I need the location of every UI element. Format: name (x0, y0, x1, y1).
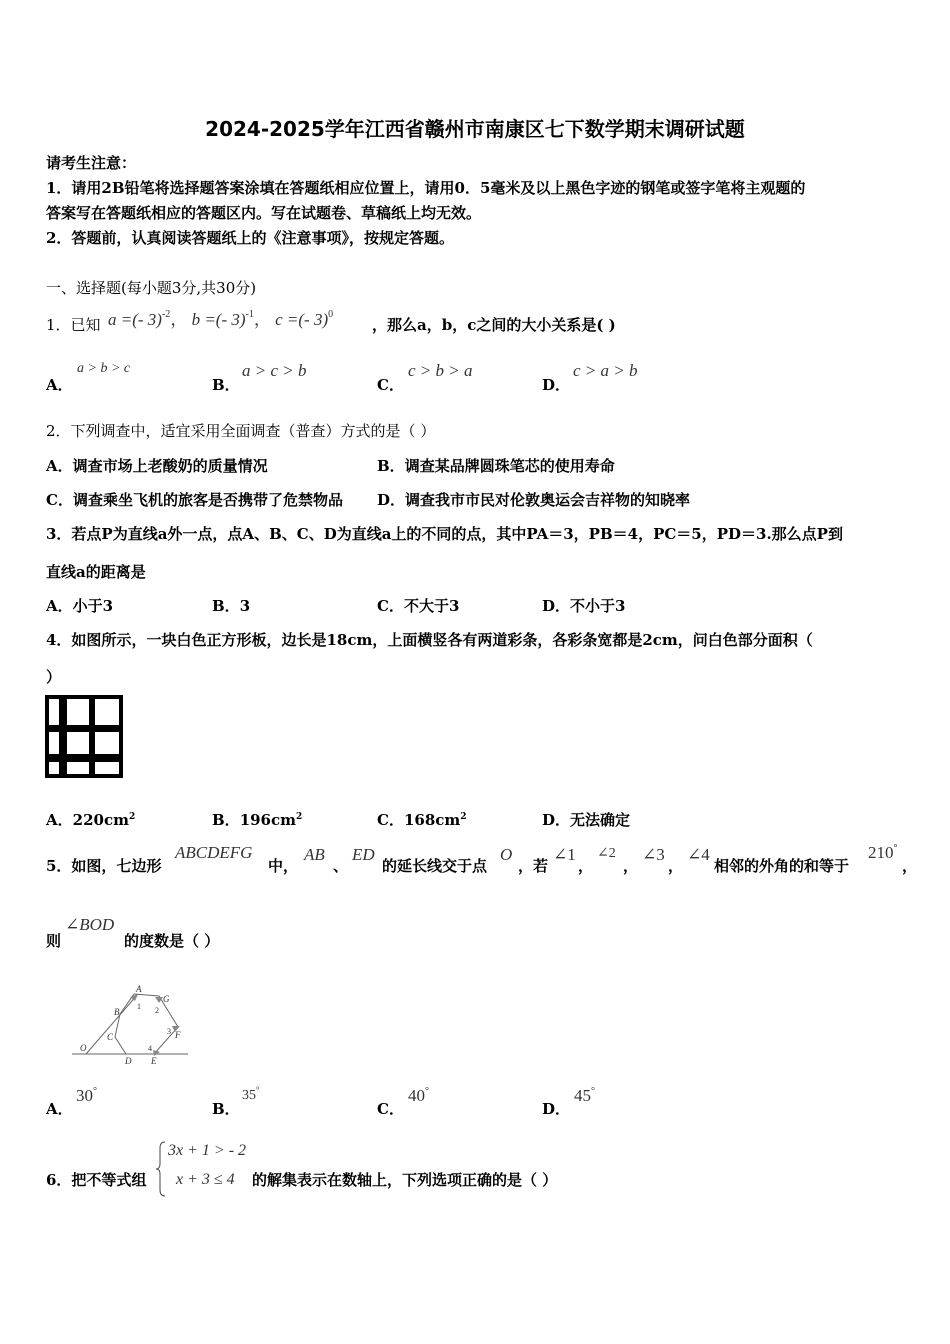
q5-label-e: E (151, 1056, 157, 1066)
q3-option-d[interactable] (542, 595, 625, 616)
q5-line2b: 的度数是（ ） (124, 932, 220, 950)
q1-tail: ，那么a，b，c之间的大小关系是( ) (372, 316, 616, 334)
q5-label-o: O (80, 1043, 87, 1053)
q1-option-c-label[interactable]: C． (377, 376, 404, 394)
q5-option-c (408, 1086, 429, 1106)
q3-option-c[interactable] (377, 595, 459, 616)
q2-option-b[interactable] (377, 455, 615, 476)
q5-option-b-deg: ° (256, 1085, 260, 1095)
q5-ed: ED (352, 845, 375, 864)
q5-angle1: ∠1 (553, 845, 576, 864)
q5-p5: 相邻的外角的和等于 (714, 857, 850, 875)
notice-line1b: 答案写在答题纸相应的答题区内。写在试题卷、草稿纸上均无效。 (46, 204, 482, 222)
q5-option-c-label[interactable]: C． (377, 1100, 404, 1118)
q4-option-a-label: A． (46, 811, 73, 829)
q5-label-2: 2 (155, 1006, 159, 1015)
q5-option-d (574, 1086, 595, 1106)
q4-horizontal-strip-2 (45, 754, 123, 762)
q4-option-b-sup: 2 (296, 812, 303, 822)
q2-option-d-text: 调查我市市民对伦敦奥运会吉祥物的知晓率 (405, 491, 691, 509)
q5-sep: 、 (333, 857, 349, 875)
q2-option-c[interactable] (46, 489, 343, 510)
q5-angle3: ∠3 (642, 845, 665, 864)
q4-horizontal-strip-1 (45, 725, 123, 732)
q5-sum (868, 843, 898, 863)
q5-option-a-label[interactable]: A． (46, 1100, 73, 1118)
q5-extension-line (86, 994, 138, 1054)
q2-option-d[interactable] (377, 489, 690, 510)
q5-shape: ABCDEFG (175, 843, 253, 862)
q5-label-c: C (107, 1032, 114, 1042)
q5-comma3: ， (668, 857, 684, 875)
q1-b: b =(- 3) (191, 310, 246, 329)
q4-option-b-text: 196cm (239, 811, 297, 829)
q6-p2: 的解集表示在数轴上，下列选项正确的是（ ） (252, 1171, 558, 1189)
q5-option-d-deg: ° (591, 1086, 595, 1097)
q2-option-a-label: A． (46, 457, 73, 475)
q4-option-c-text: 168cm (403, 811, 461, 829)
q5-figure-heptagon (68, 980, 192, 1070)
q5-option-a-deg: ° (93, 1086, 97, 1097)
q2-option-d-label: D． (377, 491, 406, 509)
q5-label-d: D (125, 1056, 132, 1066)
q5-option-b-label[interactable]: B． (212, 1100, 240, 1118)
q3-line2: 直线a的距离是 (46, 563, 146, 581)
q2-option-c-label: C． (46, 491, 73, 509)
q5-angle-mark-1 (130, 994, 138, 1001)
q3-option-b-label: B． (212, 597, 240, 615)
q4-vertical-strip-2 (89, 695, 95, 778)
q3-option-a-label: A． (46, 597, 73, 615)
q3-line1: 3．若点P为直线a外一点，点A、B、C、D为直线a上的不同的点，其中PA＝3，PB＝4，PC＝5，PD＝3.那么点P到 (46, 525, 843, 543)
q4-option-d-text: 无法确定 (570, 811, 631, 829)
q5-p1: 5．如图，七边形 (46, 857, 162, 875)
q1-option-a: a > b > c (77, 361, 131, 376)
q1-option-a-label[interactable]: A． (46, 376, 73, 394)
q4-option-c-sup: 2 (460, 812, 467, 822)
q4-option-d-label: D． (542, 811, 571, 829)
q5-label-f: F (175, 1030, 181, 1040)
q1-a: a =(- 3) (108, 310, 162, 329)
q6-inequality-2: x + 3 ≤ 4 (176, 1171, 235, 1188)
q4-option-d[interactable] (542, 809, 630, 830)
q5-option-a-value: 30 (76, 1086, 93, 1105)
q4-vertical-strip-1 (59, 695, 67, 778)
q5-label-b: B (114, 1007, 120, 1017)
q4-option-c-label: C． (377, 811, 404, 829)
q5-label-3: 3 (167, 1027, 171, 1036)
q1-option-b-label[interactable]: B． (212, 376, 240, 394)
q5-p3: 的延长线交于点 (382, 857, 488, 875)
q5-option-d-value: 45 (574, 1086, 591, 1105)
q5-label-a: A (136, 984, 142, 994)
q4-option-a-sup: 2 (128, 812, 136, 822)
q5-option-c-value: 40 (408, 1086, 425, 1105)
q2-option-a[interactable] (46, 455, 268, 476)
q3-option-b-text: 3 (239, 597, 251, 615)
q5-bod: ∠BOD (65, 915, 115, 934)
section-heading: 一、选择题(每小题3分,共30分) (46, 279, 257, 297)
q3-option-b[interactable] (212, 595, 250, 616)
q5-option-c-deg: ° (425, 1086, 429, 1097)
q4-line2: ） (46, 668, 62, 686)
q5-label-4: 4 (148, 1044, 152, 1053)
q5-p2: 中， (268, 857, 299, 875)
q2-option-b-text: 调查某品牌圆珠笔芯的使用寿命 (404, 457, 615, 475)
q4-option-b[interactable] (212, 809, 302, 830)
q1-expression: a =(- 3)$^{-2}$， b =(- 3)$^{-1}$， c =(- 3)$^0$ (108, 309, 334, 329)
q5-option-d-label[interactable]: D． (542, 1100, 571, 1118)
q6-inequality-1: 3x + 1 > - 2 (168, 1142, 247, 1159)
q4-option-c[interactable] (377, 809, 467, 830)
q2-option-b-label: B． (377, 457, 405, 475)
q3-option-a[interactable] (46, 595, 113, 616)
q6-brace-icon (155, 1140, 167, 1198)
q5-option-a (76, 1086, 97, 1106)
q1-c-exp: 0 (328, 309, 334, 320)
q5-option-b (242, 1085, 260, 1104)
q5-p6: ， (902, 857, 918, 875)
q5-angle2: ∠2 (597, 846, 616, 861)
q1-a-exp: -2 (161, 309, 171, 320)
q4-figure-square (45, 695, 123, 778)
q5-option-b-value: 35 (242, 1088, 256, 1103)
q3-option-c-label: C． (377, 597, 404, 615)
q4-option-b-label: B． (212, 811, 240, 829)
q4-option-a-text: 220cm (72, 811, 129, 829)
q2-text: 2．下列调查中，适宜采用全面调查（普查）方式的是（ ） (46, 422, 436, 440)
q1-option-c: c > b > a (408, 361, 473, 380)
q2-option-c-text: 调查乘坐飞机的旅客是否携带了危禁物品 (72, 491, 343, 509)
q5-line2a: 则 (46, 932, 62, 950)
q2-option-a-text: 调查市场上老酸奶的质量情况 (72, 457, 268, 475)
q5-angle4: ∠4 (687, 845, 710, 864)
q1-b-exp: -1 (245, 309, 254, 320)
q4-square-outline (47, 697, 121, 776)
q5-sum-deg: ° (893, 843, 898, 854)
q5-label-g: G (163, 994, 170, 1004)
q5-p4: ，若 (518, 857, 549, 875)
q1-option-d: c > a > b (573, 361, 638, 380)
q5-label-1: 1 (137, 1002, 141, 1011)
q4-option-a[interactable] (46, 809, 135, 830)
notice-line1: 1．请用2B铅笔将选择题答案涂填在答题纸相应位置上，请用0．5毫米及以上黑色字迹的钢笔或签字笔将主观题的 (46, 179, 806, 197)
q5-sum-value: 210 (868, 843, 894, 862)
q6-p1: 6．把不等式组 (46, 1171, 147, 1189)
q5-o: O (500, 845, 513, 864)
notice-heading: 请考生注意： (46, 154, 137, 172)
q3-option-d-label: D． (542, 597, 571, 615)
q4-line1: 4．如图所示，一块白色正方形板，边长是18cm，上面横竖各有两道彩条，各彩条宽都是2cm，问白色部分面积（ (46, 631, 813, 649)
q1-option-d-label[interactable]: D． (542, 376, 571, 394)
q5-comma1: ， (578, 857, 594, 875)
q1-number: 1．已知 (46, 316, 101, 334)
q5-comma2: ， (623, 857, 639, 875)
q3-option-d-text: 不小于3 (570, 597, 626, 615)
page-title: 2024-2025学年江西省赣州市南康区七下数学期末调研试题 (205, 117, 745, 141)
q3-option-c-text: 不大于3 (403, 597, 460, 615)
q1-c: c =(- 3) (275, 310, 329, 329)
q5-ab: AB (304, 845, 325, 864)
q1-option-b: a > c > b (242, 361, 307, 380)
notice-line2: 2．答题前，认真阅读答题纸上的《注意事项》，按规定答题。 (46, 229, 454, 247)
q3-option-a-text: 小于3 (72, 597, 114, 615)
